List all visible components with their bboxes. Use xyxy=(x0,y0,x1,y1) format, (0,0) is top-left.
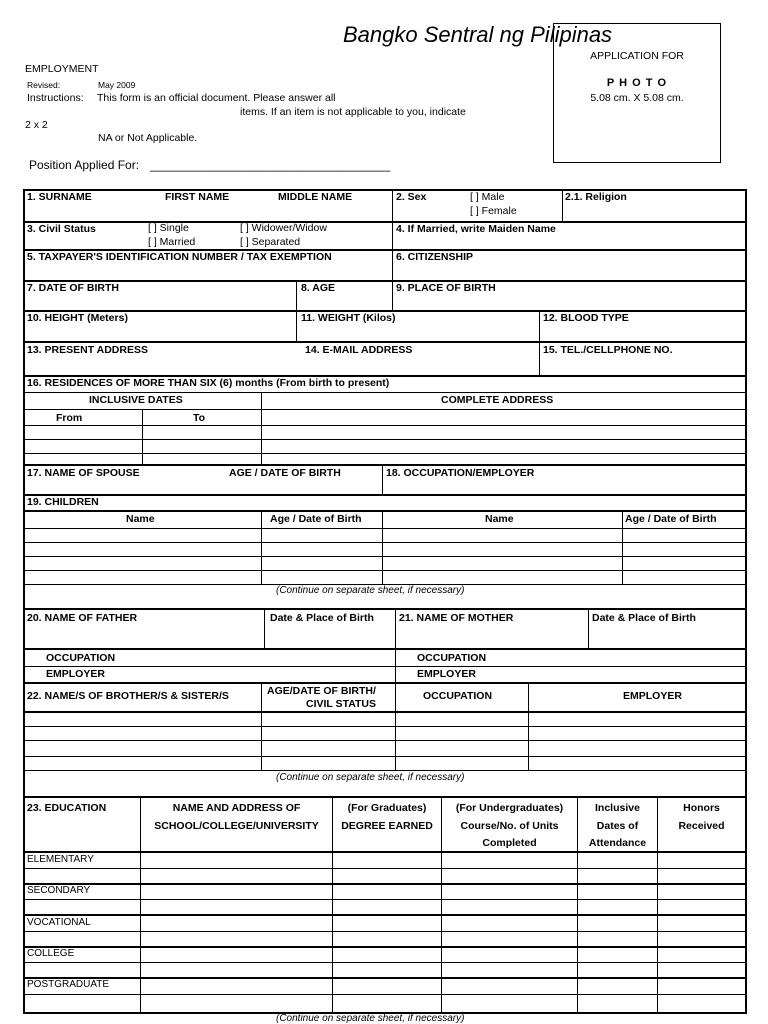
surname-label: 1. SURNAME xyxy=(27,191,92,203)
spouse-label: 17. NAME OF SPOUSE xyxy=(27,467,140,479)
religion-label: 2.1. Religion xyxy=(565,191,627,203)
mother-dob-label: Date & Place of Birth xyxy=(592,612,696,624)
height-label: 10. HEIGHT (Meters) xyxy=(27,312,128,324)
sib-age-label-1: AGE/DATE OF BIRTH/ xyxy=(267,685,376,697)
tel-label: 15. TEL./CELLPHONE NO. xyxy=(543,344,673,356)
grad-header-1: (For Graduates) xyxy=(347,802,427,814)
married-checkbox[interactable]: [ ] Married xyxy=(148,236,196,248)
school-header-1: NAME AND ADDRESS OF xyxy=(172,802,301,814)
elementary-label: ELEMENTARY xyxy=(27,854,94,865)
continue-note-education: (Continue on separate sheet, if necessary) xyxy=(276,1013,465,1024)
child-age-header: Age / Date of Birth xyxy=(270,513,362,525)
inclusive-dates-header: INCLUSIVE DATES xyxy=(89,394,183,406)
single-checkbox[interactable]: [ ] Single xyxy=(148,222,189,234)
photo-box-line1: APPLICATION FOR xyxy=(590,50,684,62)
revised-label: Revised: xyxy=(27,80,61,90)
continue-note-siblings: (Continue on separate sheet, if necessary) xyxy=(276,772,465,783)
widower-checkbox[interactable]: [ ] Widower/Widow xyxy=(240,222,327,234)
sib-age-label-2: CIVIL STATUS xyxy=(306,698,377,710)
secondary-label: SECONDARY xyxy=(27,885,91,896)
complete-address-header: COMPLETE ADDRESS xyxy=(441,394,554,406)
present-address-label: 13. PRESENT ADDRESS xyxy=(27,344,148,356)
separated-checkbox[interactable]: [ ] Separated xyxy=(240,236,301,248)
inclusive-header-2: Dates of xyxy=(596,820,639,832)
instructions-line3: NA or Not Applicable. xyxy=(98,132,198,144)
sib-occupation-header: OCCUPATION xyxy=(423,690,493,702)
child-name-header-2: Name xyxy=(485,513,514,525)
spouse-age-label: AGE / DATE OF BIRTH xyxy=(229,467,341,479)
instructions-line1: This form is an official document. Please answer all xyxy=(97,92,336,104)
mother-label: 21. NAME OF MOTHER xyxy=(399,612,514,624)
undergrad-header-3: Completed xyxy=(482,837,537,849)
mother-employer-label: EMPLOYER xyxy=(417,668,476,680)
blood-type-label: 12. BLOOD TYPE xyxy=(543,312,629,324)
school-header-2: SCHOOL/COLLEGE/UNIVERSITY xyxy=(154,820,319,832)
age-label: 8. AGE xyxy=(301,282,336,294)
postgraduate-label: POSTGRADUATE xyxy=(27,979,110,990)
citizenship-label: 6. CITIZENSHIP xyxy=(396,251,474,263)
to-header: To xyxy=(193,412,206,424)
position-field[interactable]: ____________________________________ xyxy=(150,158,391,172)
children-label: 19. CHILDREN xyxy=(27,496,99,508)
photo-box-line3: 5.08 cm. X 5.08 cm. xyxy=(590,92,684,104)
sib-employer-header: EMPLOYER xyxy=(623,690,682,702)
position-label: Position Applied For: xyxy=(29,158,140,172)
mother-occupation-label: OCCUPATION xyxy=(417,652,487,664)
undergrad-header-1: (For Undergraduates) xyxy=(455,802,564,814)
continue-note-children: (Continue on separate sheet, if necessary) xyxy=(276,585,465,596)
father-dob-label: Date & Place of Birth xyxy=(270,612,374,624)
weight-label: 11. WEIGHT (Kilos) xyxy=(301,312,396,324)
vocational-label: VOCATIONAL xyxy=(27,917,91,928)
maiden-name-label: 4. If Married, write Maiden Name xyxy=(396,223,556,235)
civil-status-label: 3. Civil Status xyxy=(27,223,96,235)
middle-name-label: MIDDLE NAME xyxy=(278,191,353,203)
pob-label: 9. PLACE OF BIRTH xyxy=(396,282,496,294)
college-label: COLLEGE xyxy=(27,948,75,959)
dob-label: 7. DATE OF BIRTH xyxy=(27,282,119,294)
from-header: From xyxy=(56,412,83,424)
honors-header-2: Received xyxy=(678,820,725,832)
form-name: EMPLOYMENT xyxy=(25,63,99,75)
email-label: 14. E-MAIL ADDRESS xyxy=(305,344,413,356)
honors-header-1: Honors xyxy=(683,802,720,814)
tin-label: 5. TAXPAYER'S IDENTIFICATION NUMBER / TAX EXEMPTION xyxy=(27,251,332,263)
two-by-two: 2 x 2 xyxy=(25,119,48,131)
child-age-header-2: Age / Date of Birth xyxy=(625,513,717,525)
page-title: Bangko Sentral ng Pilipinas xyxy=(343,22,613,47)
father-label: 20. NAME OF FATHER xyxy=(27,612,138,624)
photo-box-line2: P H O T O xyxy=(606,77,668,89)
siblings-label: 22. NAME/S OF BROTHER/S & SISTER/S xyxy=(27,690,229,702)
male-checkbox[interactable]: [ ] Male xyxy=(470,191,505,203)
instructions-label: Instructions: xyxy=(27,92,84,104)
undergrad-header-2: Course/No. of Units xyxy=(460,820,559,832)
sex-label: 2. Sex xyxy=(396,191,427,203)
father-occupation-label: OCCUPATION xyxy=(46,652,116,664)
first-name-label: FIRST NAME xyxy=(165,191,230,203)
child-name-header: Name xyxy=(126,513,155,525)
education-label: 23. EDUCATION xyxy=(27,802,107,814)
father-employer-label: EMPLOYER xyxy=(46,668,105,680)
inclusive-header-1: Inclusive xyxy=(595,802,640,814)
occupation-employer-label: 18. OCCUPATION/EMPLOYER xyxy=(386,467,535,479)
revised-date: May 2009 xyxy=(98,80,136,90)
inclusive-header-3: Attendance xyxy=(588,837,647,849)
instructions-line2: items. If an item is not applicable to you, indicate xyxy=(240,106,466,118)
grad-header-2: DEGREE EARNED xyxy=(341,820,433,832)
female-checkbox[interactable]: [ ] Female xyxy=(470,205,517,217)
residences-label: 16. RESIDENCES OF MORE THAN SIX (6) months (From birth to present) xyxy=(27,377,390,389)
